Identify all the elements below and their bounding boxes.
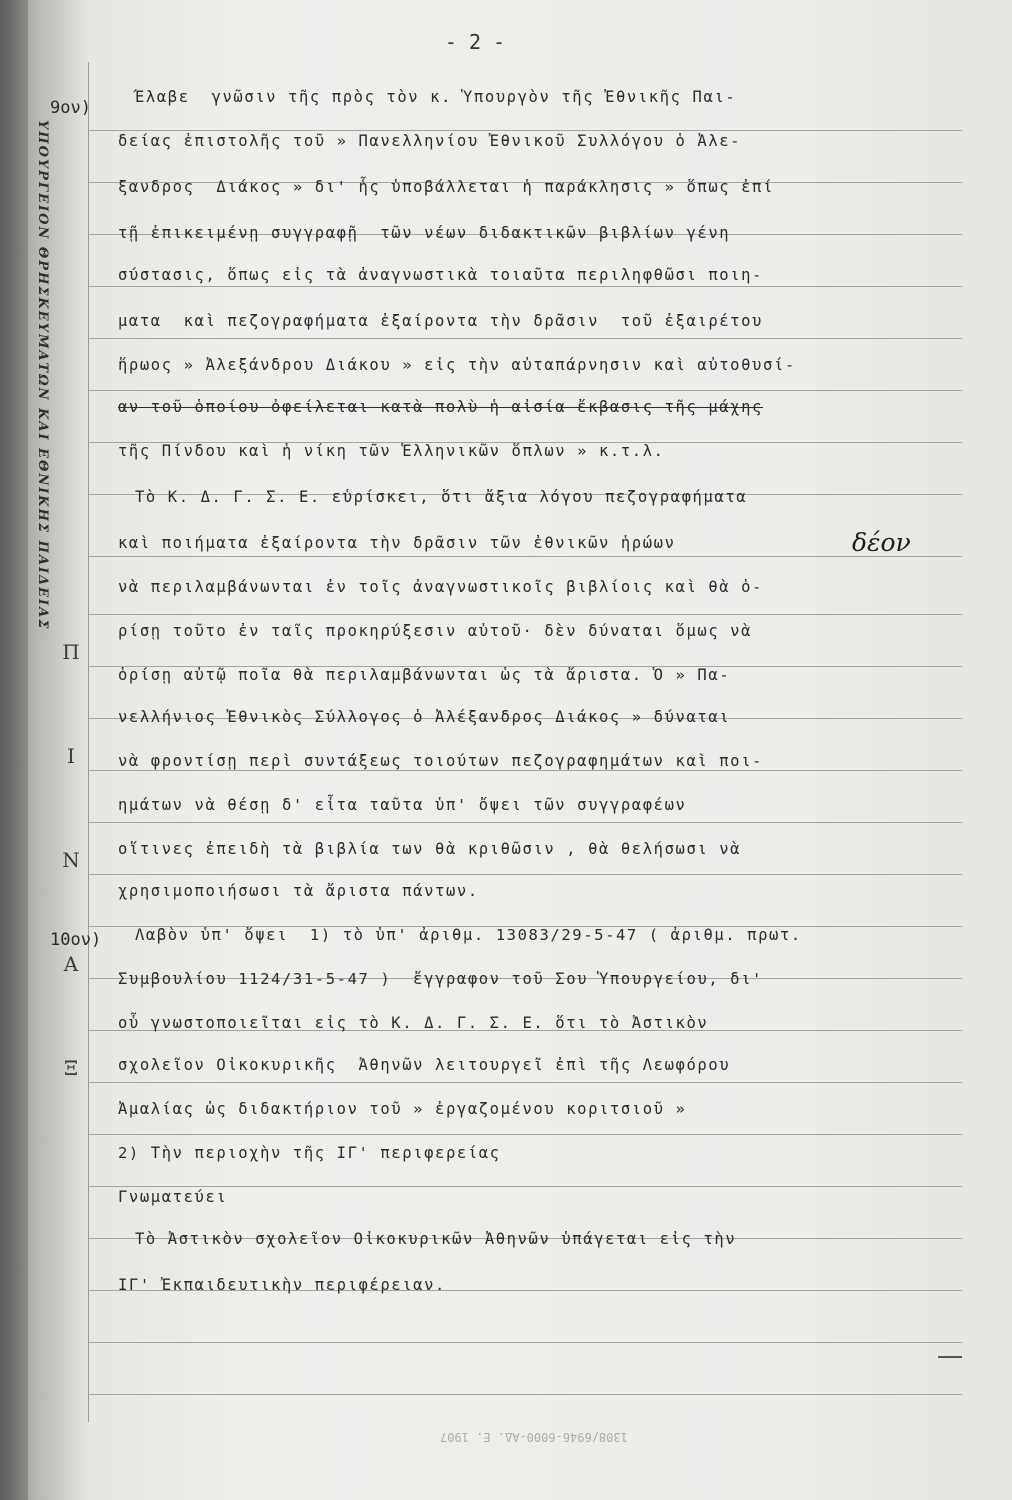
text-line: Ἀμαλίας ὡς διδακτήριον τοῦ » ἐργαζομένου κοριτσιοῦ »	[118, 1100, 687, 1118]
ruled-line	[88, 770, 962, 771]
text-line: χρησιμοποιήσωσι τὰ ἄριστα πάντων.	[118, 882, 479, 900]
ruled-line	[88, 556, 962, 557]
ruled-line	[88, 874, 962, 875]
text-line: αν τοῦ ὁποίου ὀφείλεται κατὰ πολὺ ἡ αἰσία ἔκβασις τῆς μάχης	[118, 398, 763, 416]
index-letter: Α	[63, 952, 79, 976]
index-letters	[56, 640, 86, 1080]
ruled-line	[88, 1082, 962, 1083]
binding-spine	[0, 0, 28, 1500]
page-number: - 2 -	[444, 30, 506, 54]
ruled-line	[88, 390, 962, 391]
index-letter: Π	[62, 640, 80, 664]
spine-header-text: ΥΠΟΥΡΓΕΙΟΝ ΘΡΗΣΚΕΥΜΑΤΩΝ ΚΑΙ ΕΘΝΙΚΗΣ ΠΑΙΔΕΙΑΣ	[35, 120, 50, 631]
text-line: ρίσῃ τοῦτο ἐν ταῖς προκηρύξεσιν αὐτοῦ· δὲν δύναται ὅμως νὰ	[118, 622, 753, 640]
text-line: τῇ ἐπικειμένῃ συγγραφῇ τῶν νέων διδακτικῶν βιβλίων γένη	[118, 224, 731, 242]
text-line: Γνωματεύει	[118, 1188, 228, 1206]
ruled-line	[88, 1342, 962, 1343]
text-line: ξανδρος Διάκος » δι' ἧς ὑποβάλλεται ἡ παράκλησις » ὅπως ἐπί	[118, 178, 774, 196]
item-tag: 10ον)	[50, 930, 102, 950]
item-tag: 9ον)	[50, 98, 91, 118]
ruled-line	[88, 130, 962, 131]
text-line: Συμβουλίου 1124/31-5-47 ) ἔγγραφον τοῦ Σου Ὑπουργείου, δι'	[118, 970, 763, 988]
text-line: οὗ γνωστοποιεῖται εἰς τὸ Κ. Δ. Γ. Σ. Ε. ὅτι τὸ Ἀστικὸν	[118, 1014, 709, 1032]
dash-mark	[938, 1356, 962, 1358]
text-line: δείας ἐπιστολῆς τοῦ » Πανελληνίου Ἐθνικοῦ Συλλόγου ὁ Ἀλε-	[118, 132, 742, 150]
text-line: σύστασις, ὅπως εἰς τὰ ἀναγνωστικὰ τοιαῦτα περιληφθῶσι ποιη-	[118, 266, 763, 284]
ruled-line	[88, 286, 962, 287]
text-line: ημάτων νὰ θέσῃ δ' εἶτα ταῦτα ὑπ' ὄψει τῶν συγγραφέων	[118, 796, 687, 814]
ruled-line	[88, 614, 962, 615]
text-line: τῆς Πίνδου καὶ ἡ νίκη τῶν Ἑλληνικῶν ὅπλων » κ.τ.λ.	[118, 442, 665, 460]
text-line: νὰ περιλαμβάνωνται ἐν τοῖς ἀναγνωστικοῖς βιβλίοις καὶ θὰ ὁ-	[118, 578, 763, 596]
ruled-line	[88, 1394, 962, 1395]
text-line: καὶ ποιήματα ἐξαίροντα τὴν δρᾶσιν τῶν ἐθνικῶν ἡρώων	[118, 534, 676, 552]
ruled-line	[88, 1186, 962, 1187]
footer-imprint: 1308/6946-6000-ΑΔ. Ε. 1907	[440, 1430, 628, 1444]
ruled-line	[88, 338, 962, 339]
text-line: ἥρωος » Ἀλεξάνδρου Διάκου » εἰς τὴν αὐταπάρνησιν καὶ αὐτοθυσί-	[118, 356, 796, 374]
ruled-line	[88, 1134, 962, 1135]
text-line: ὁρίσῃ αὐτῷ ποῖα θὰ περιλαμβάνωνται ὡς τὰ ἄριστα. Ὁ » Πα-	[118, 666, 731, 684]
index-letter: Ξ	[63, 1056, 79, 1080]
text-line: Λαβὸν ὑπ' ὄψει 1) τὸ ὑπ' ἀριθμ. 13083/29-5-47 ( ἀριθμ. πρωτ.	[135, 926, 802, 944]
index-letter: Ι	[67, 744, 75, 768]
text-line: 2) Τὴν περιοχὴν τῆς ΙΓ' περιφερείας	[118, 1144, 501, 1162]
text-line: Τὸ Κ. Δ. Γ. Σ. Ε. εὑρίσκει, ὅτι ἄξια λόγου πεζογραφήματα	[135, 488, 748, 506]
text-line: Τὸ Ἀστικὸν σχολεῖον Οἰκοκυρικῶν Ἀθηνῶν ὑπάγεται εἰς τὴν	[135, 1230, 737, 1248]
text-line: νὰ φροντίσῃ περὶ συντάξεως τοιούτων πεζογραφημάτων καὶ ποι-	[118, 752, 763, 770]
ruled-line	[88, 822, 962, 823]
text-line: οἵτινες ἐπειδὴ τὰ βιβλία των θὰ κριθῶσιν , θὰ θελήσωσι νὰ	[118, 840, 742, 858]
handwritten-note: δέον	[852, 528, 911, 557]
text-line: νελλήνιος Ἐθνικὸς Σύλλογος ὁ Ἀλέξανδρος Διάκος » δύναται	[118, 708, 731, 726]
text-line: ΙΓ' Ἐκπαιδευτικὴν περιφέρειαν.	[118, 1276, 446, 1294]
index-letter: Ν	[62, 848, 80, 872]
text-line: ματα καὶ πεζογραφήματα ἐξαίροντα τὴν δρᾶσιν τοῦ ἐξαιρέτου	[118, 312, 763, 330]
text-line: σχολεῖον Οἰκοκυρικῆς Ἀθηνῶν λειτουργεῖ ἐπὶ τῆς Λεωφόρου	[118, 1056, 731, 1074]
text-line: Έλαβε γνῶσιν τῆς πρὸς τὸν κ. Ὑπουργὸν τῆς Ἐθνικῆς Παι-	[135, 88, 737, 106]
